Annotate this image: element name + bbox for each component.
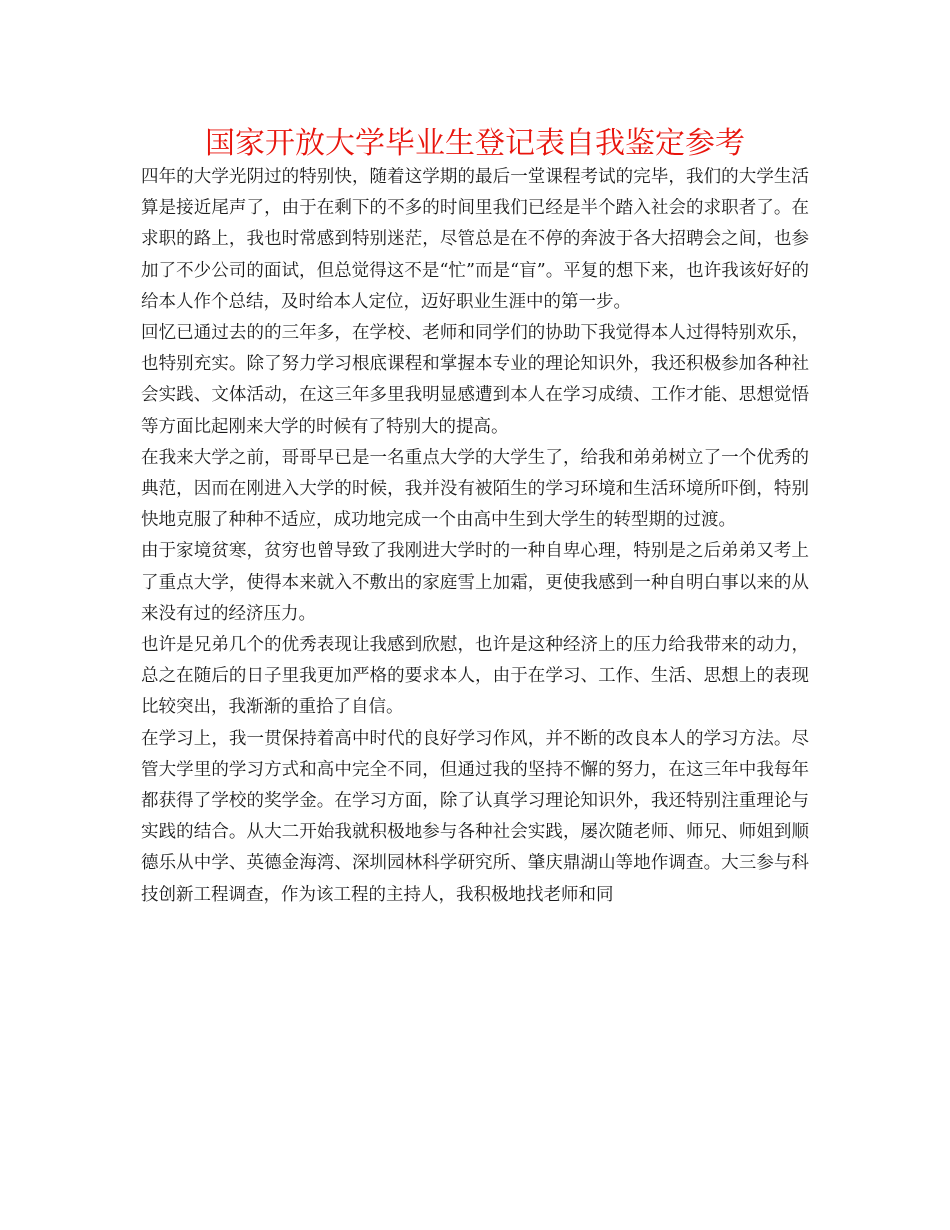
paragraph-6: 在学习上，我一贯保持着高中时代的良好学习作风，并不断的改良本人的学习方法。尽管大学里的学习方式和高中完全不同，但通过我的坚持不懈的努力，在这三年中我每年都获得了学校的奖学金。在学习方面，除了认真学习理论知识外，我还特别注重理论与实践的结合。从大二开始我就积极地参与各种社会实践，屡次随老师、师兄、师姐到顺德乐从中学、英德金海湾、深圳园林科学研究所、肇庆鼎湖山等地作调查。大三参与科技创新工程调查，作为该工程的主持人，我积极地找老师和同: [141, 728, 809, 905]
paragraph-4: 由于家境贫寒，贫穷也曾导致了我刚进大学时的一种自卑心理，特别是之后弟弟又考上了重点大学，使得本来就入不敷出的家庭雪上加霜，更使我感到一种自明白事以来的从来没有过的经济压力。: [141, 541, 809, 624]
document-title: 国家开放大学毕业生登记表自我鉴定参考: [205, 126, 745, 161]
paragraph-5: 也许是兄弟几个的优秀表现让我感到欣慰，也许是这种经济上的压力给我带来的动力，总之在随后的日子里我更加严格的要求本人，由于在学习、工作、生活、思想上的表现比较突出，我渐渐的重拾了自信。: [141, 635, 809, 718]
paragraph-3: 在我来大学之前，哥哥早已是一名重点大学的大学生了，给我和弟弟树立了一个优秀的典范，因而在刚进入大学的时候，我并没有被陌生的学习环境和生活环境所吓倒，特别快地克服了种种不适应，成功地完成一个由高中生到大学生的转型期的过渡。: [141, 447, 809, 531]
paragraph-1: 四年的大学光阴过的特别快，随着这学期的最后一堂课程考试的完毕，我们的大学生活算是接近尾声了，由于在剩下的不多的时间里我们已经是半个踏入社会的求职者了。在求职的路上，我也时常感到特别迷茫，尽管总是在不停的奔波于各大招聘会之间，也参加了不少公司的面试，但总觉得这不是“忙”而是“盲”。平复的想下来，也许我该好好的给本人作个总结，及时给本人定位，迈好职业生涯中的第一步。: [141, 167, 809, 312]
document-body: [141, 162, 809, 911]
paragraph-2: 回忆已通过去的的三年多，在学校、老师和同学们的协助下我觉得本人过得特别欢乐，也特别充实。除了努力学习根底课程和掌握本专业的理论知识外，我还积极参加各种社会实践、文体活动，在这三年多里我明显感遭到本人在学习成绩、工作才能、思想觉悟等方面比起刚来大学的时候有了特别大的提高。: [141, 323, 809, 437]
